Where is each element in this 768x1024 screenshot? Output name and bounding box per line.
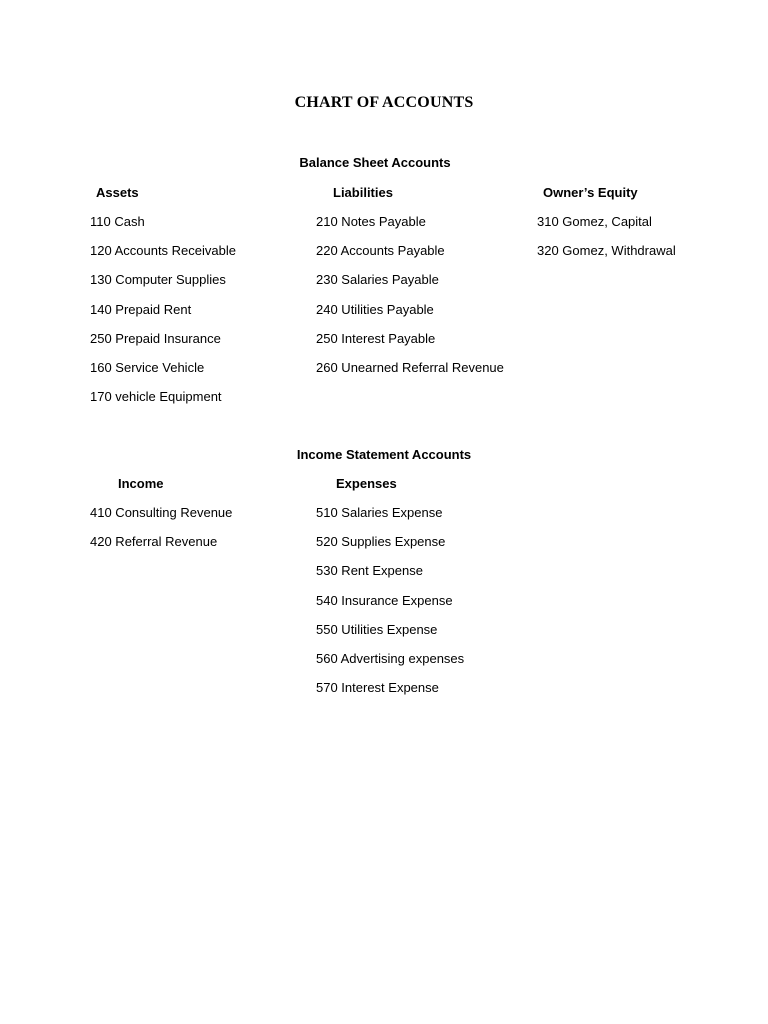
account-item: 420 Referral Revenue (90, 534, 218, 550)
account-item: 550 Utilities Expense (316, 621, 438, 637)
account-item: 260 Unearned Referral Revenue (316, 359, 504, 375)
account-item: 220 Accounts Payable (316, 243, 445, 259)
account-item: 230 Salaries Payable (316, 272, 439, 288)
page-title: CHART OF ACCOUNTS (294, 94, 474, 111)
account-item: 210 Notes Payable (316, 214, 426, 229)
account-item: 170 vehicle Equipment (90, 389, 222, 405)
account-item: 250 Interest Payable (316, 330, 436, 346)
balance-sheet-heading: Balance Sheet Accounts (299, 155, 451, 170)
account-item: 130 Computer Supplies (90, 272, 226, 288)
account-item: 510 Salaries Expense (316, 505, 443, 520)
account-item: 140 Prepaid Rent (90, 301, 192, 317)
liabilities-header: Liabilities (333, 185, 393, 200)
account-item: 160 Service Vehicle (90, 359, 205, 375)
income-list (90, 505, 232, 563)
account-item: 560 Advertising expenses (316, 650, 465, 666)
account-item: 530 Rent Expense (316, 563, 423, 579)
expenses-header: Expenses (336, 476, 397, 491)
assets-header: Assets (96, 185, 139, 200)
account-item: 410 Consulting Revenue (90, 505, 233, 520)
account-item: 520 Supplies Expense (316, 534, 446, 550)
owners-equity-list (537, 214, 676, 272)
account-item: 310 Gomez, Capital (537, 214, 652, 229)
account-item: 110 Cash (90, 214, 145, 229)
income-statement-heading: Income Statement Accounts (296, 447, 472, 462)
liabilities-list (316, 214, 504, 389)
income-header: Income (118, 476, 164, 491)
account-item: 240 Utilities Payable (316, 301, 434, 317)
account-item: 570 Interest Expense (316, 680, 439, 696)
account-item: 120 Accounts Receivable (90, 243, 236, 259)
account-item: 320 Gomez, Withdrawal (537, 243, 676, 259)
account-item: 540 Insurance Expense (316, 592, 453, 608)
owners-equity-header: Owner’s Equity (543, 185, 638, 200)
account-item: 250 Prepaid Insurance (90, 330, 221, 346)
expenses-list (316, 505, 464, 709)
assets-list (90, 214, 236, 418)
